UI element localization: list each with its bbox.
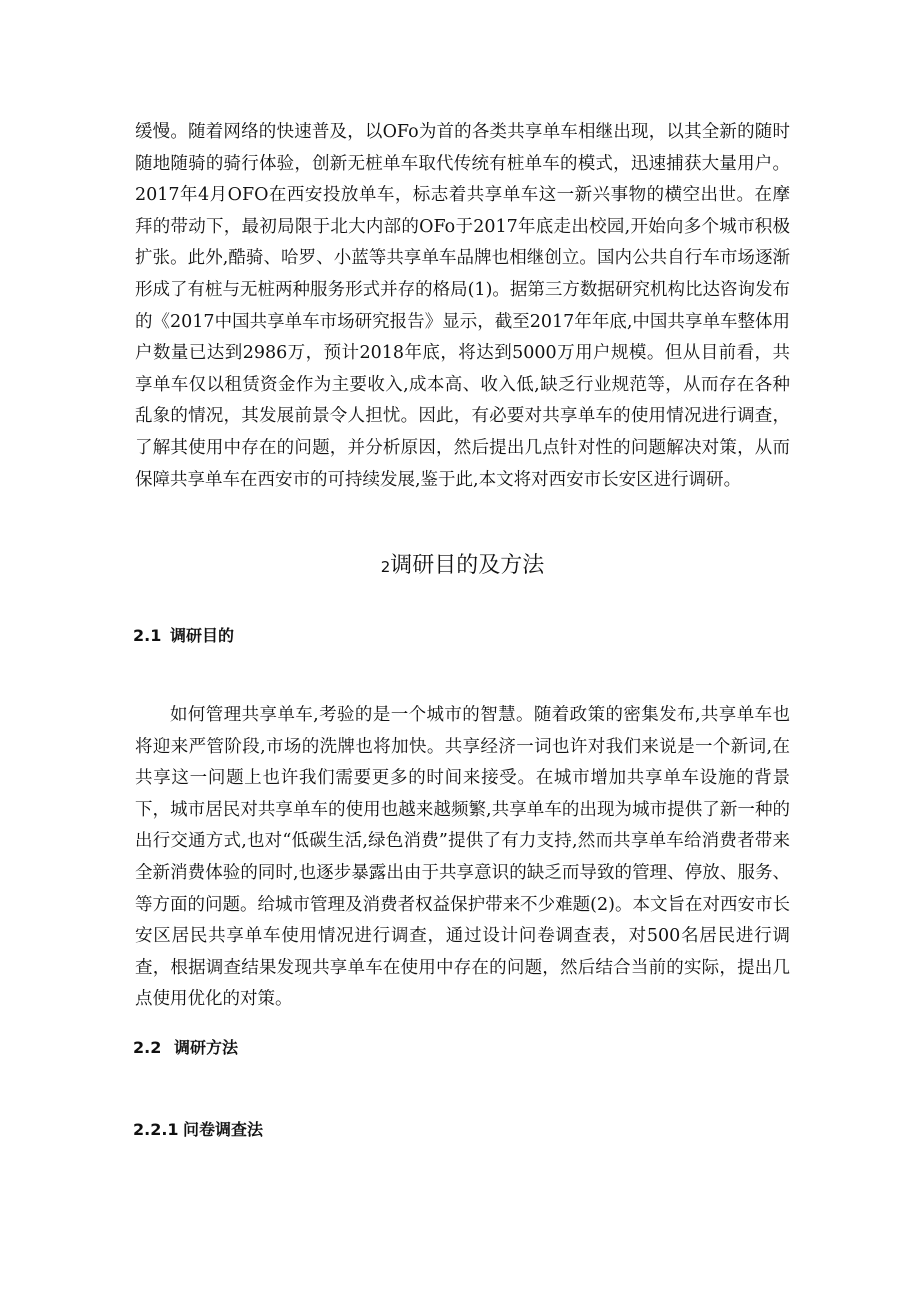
section-title: 调研方法: [174, 1038, 239, 1057]
chapter-heading: [135, 550, 790, 583]
purpose-paragraph: 如何管理共享单车,考验的是一个城市的智慧。随着政策的密集发布,共享单车也将迎来严管阶段,市场的洗牌也将加快。共享经济一词也许对我们来说是一个新词,在共享这一问题上也许我们需要更多的时间来接受。在城市增加共享单车设施的背景下，城市居民对共享单车的使用也越来越频繁,共享单车的出现为城市提供了新一种的出行交通方式,也对“低碳生活,绿色消费”提供了有力支持,然而共享单车给消费者带来全新消费体验的同时,也逐步暴露出由于共享意识的缺乏而导致的管理、停放、服务、等方面的问题。给城市管理及消费者权益保护带来不少难题(2)。本文旨在对西安市长安区居民共享单车使用情况进行调查，通过设计问卷调查表，对500名居民进行调查，根据调查结果发现共享单车在使用中存在的问题，然后结合当前的实际，提出几点使用优化的对策。: [135, 705, 790, 1010]
section-title: 调研目的: [170, 626, 235, 645]
chapter-number: 2: [380, 558, 391, 576]
section-heading-2-2-1: [133, 1118, 263, 1142]
section-number: 2.2: [133, 1038, 162, 1057]
intro-paragraph: 缓慢。随着网络的快速普及，以OFo为首的各类共享单车相继出现，以其全新的随时随地随骑的骑行体验，创新无桩单车取代传统有桩单车的模式，迅速捕获大量用户。2017年4月OFO在西安投放单车，标志着共享单车这一新兴事物的横空出世。在摩拜的带动下，最初局限于北大内部的OFo于2017年底走出校园,开始向多个城市积极扩张。此外,酷骑、哈罗、小蓝等共享单车品牌也相继创立。国内公共自行车市场逐渐形成了有桩与无桩两种服务形式并存的格局(1)。据第三方数据研究机构比达咨询发布的《2017中国共享单车市场研究报告》显示，截至2017年年底,中国共享单车整体用户数量已达到2986万，预计2018年底，将达到5000万用户规模。但从目前看，共享单车仅以租赁资金作为主要收入,成本高、收入低,缺乏行业规范等，从而存在各种乱象的情况，其发展前景令人担忧。因此，有必要对共享单车的使用情况进行调查，了解其使用中存在的问题，并分析原因，然后提出几点针对性的问题解决对策，从而保障共享单车在西安市的可持续发展,鉴于此,本文将对西安市长安区进行调研。: [135, 122, 790, 490]
section-heading-2-1: [133, 624, 234, 648]
section-title: 问卷调查法: [183, 1120, 264, 1139]
section-heading-2-2: [133, 1036, 238, 1060]
chapter-title: 调研目的及方法: [390, 553, 545, 578]
section-number: 2.2.1: [133, 1120, 179, 1139]
section-number: 2.1: [133, 626, 162, 645]
